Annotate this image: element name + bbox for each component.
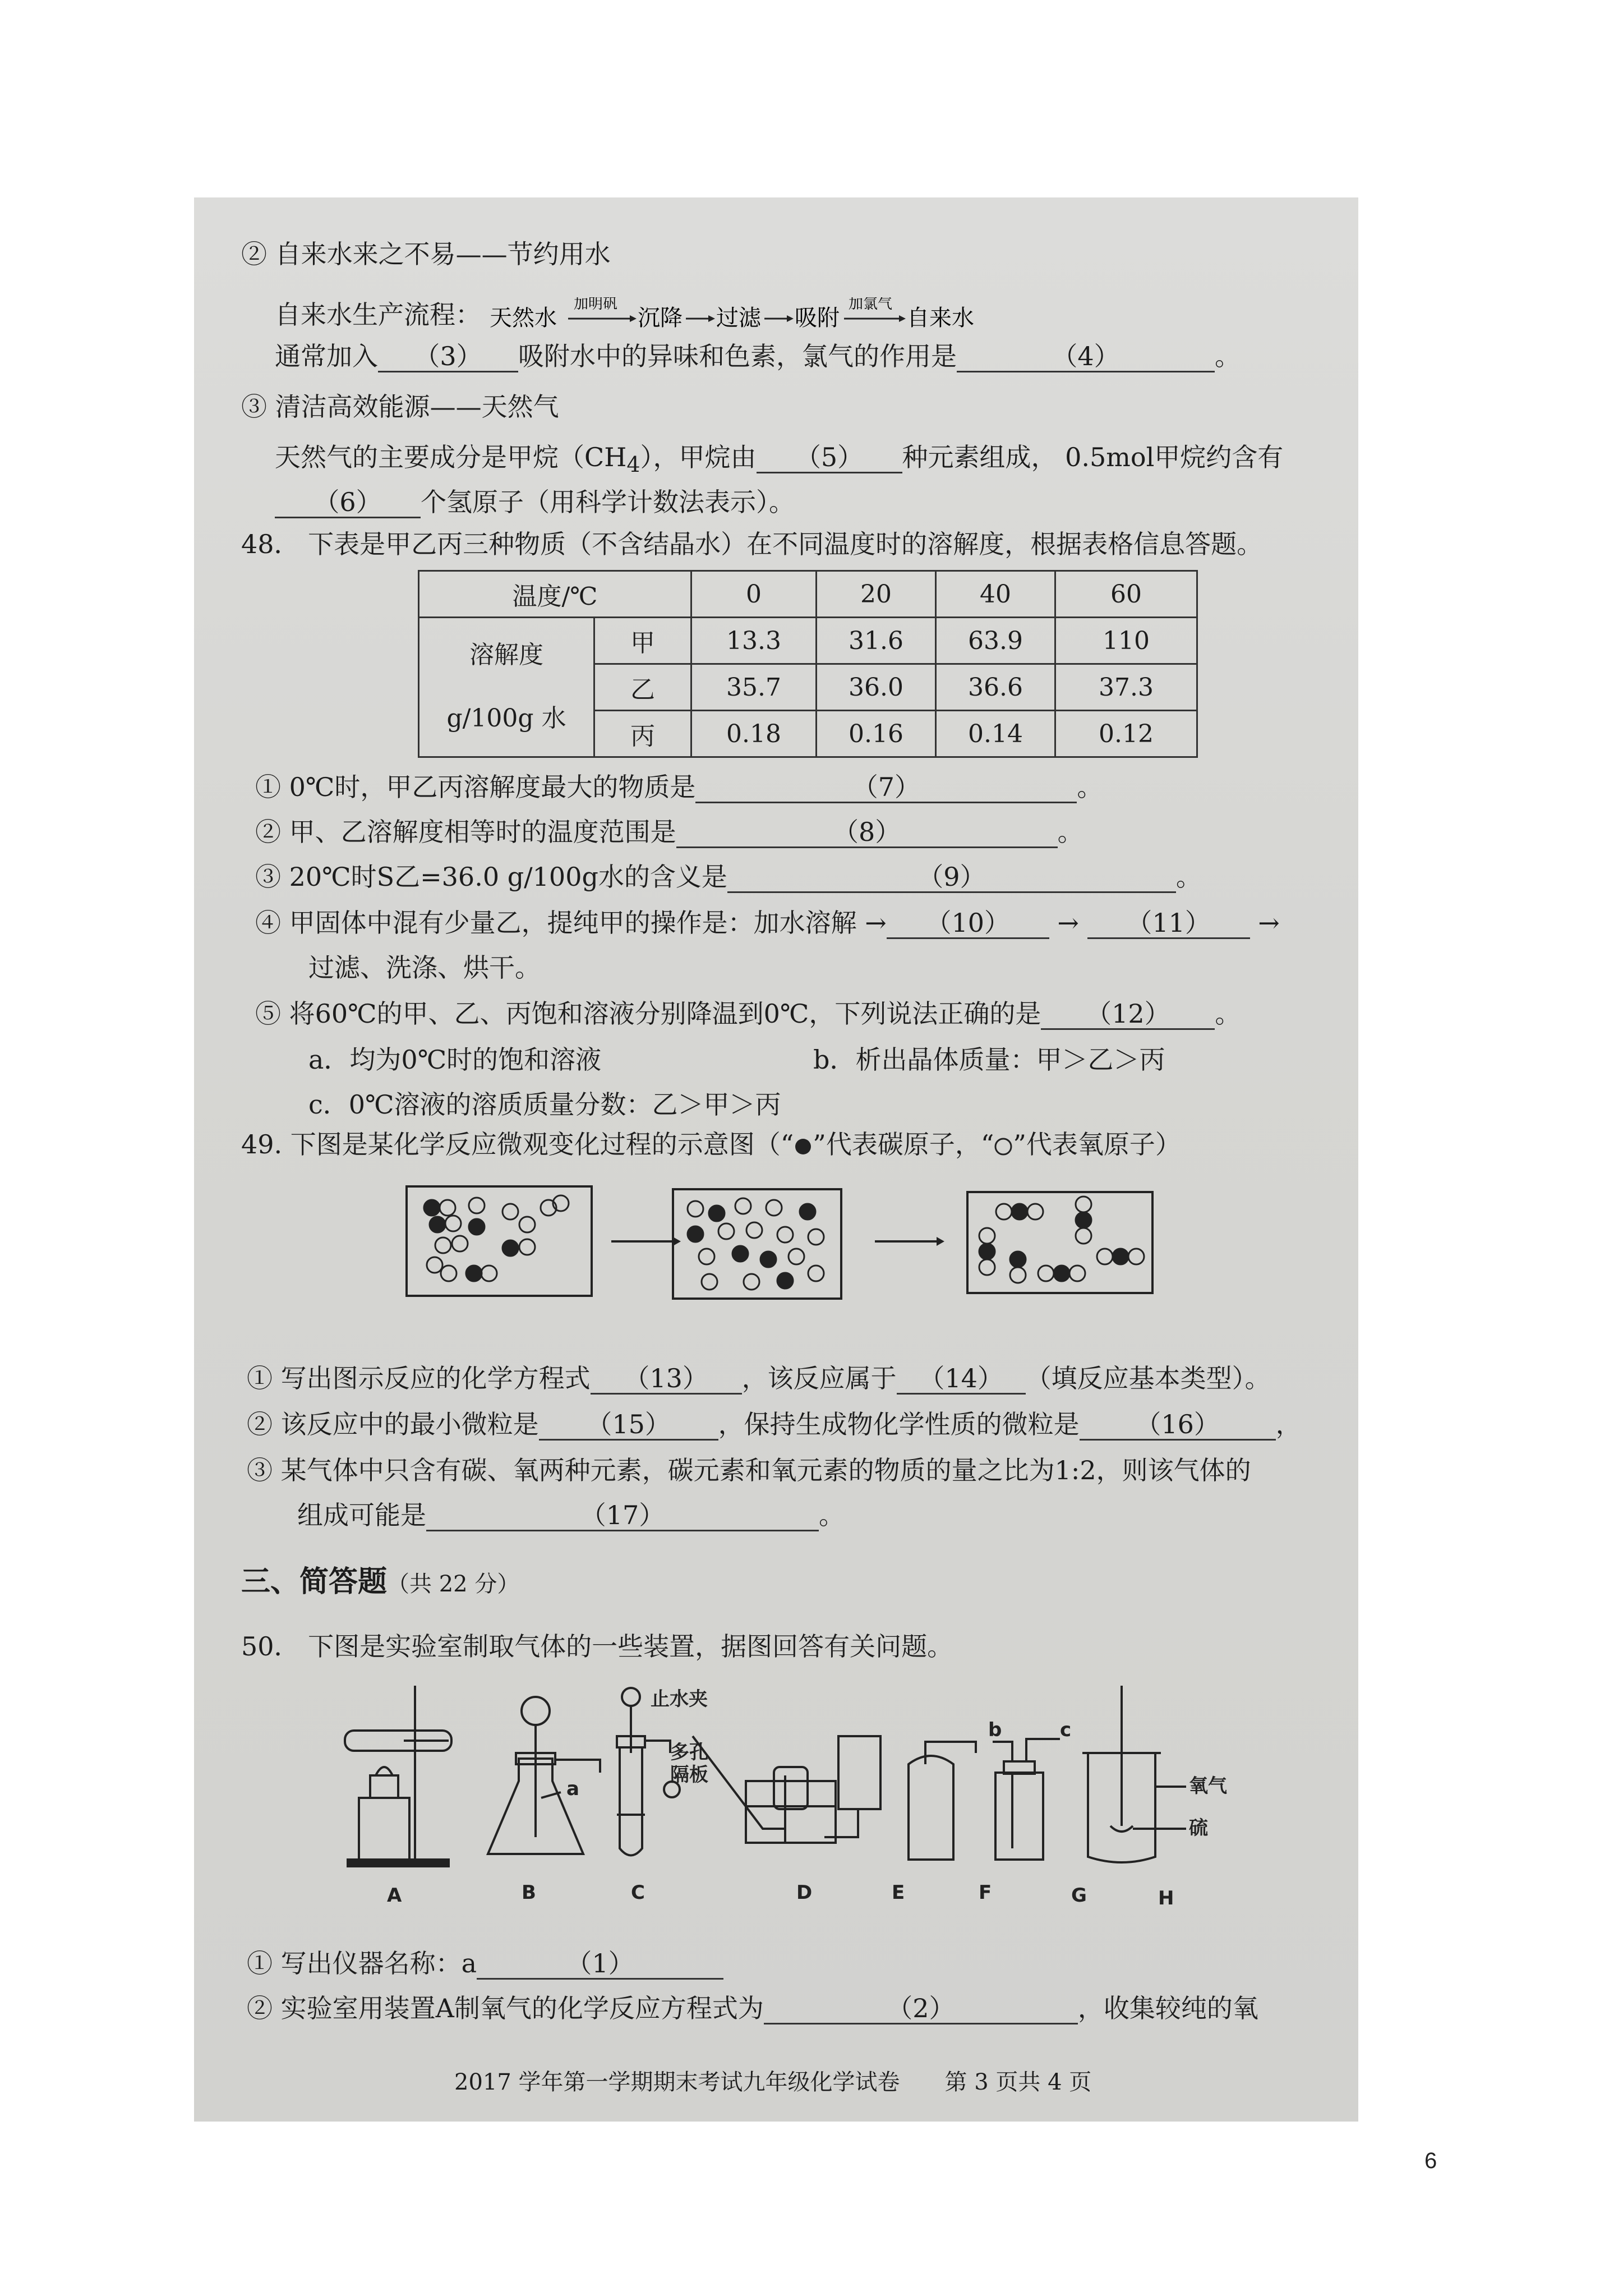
answer-blank-11[interactable]: （11） (1087, 909, 1250, 939)
q50-1: ① 写出仪器名称：a （1） (247, 1949, 723, 1980)
section-title: 三、简答题（共 22 分） (241, 1565, 520, 1599)
table-cell: 13.3 (691, 618, 817, 664)
annotation-sulfur: 硫 (1189, 1817, 1208, 1839)
table-cell: 37.3 (1055, 664, 1197, 711)
annotation-clip: 止水夹 (651, 1688, 708, 1710)
table-cell: 乙 (594, 664, 691, 711)
answer-blank-6[interactable]: （6） (275, 488, 421, 518)
table-cell: 36.0 (817, 664, 936, 711)
table-row-label: 溶解度 g/100g 水 (419, 618, 594, 757)
answer-blank-12[interactable]: （12） (1041, 1000, 1215, 1030)
q48-3: ③ 20℃时S乙=36.0 g/100g水的含义是 （9） 。 (255, 862, 1202, 892)
q47-3-question-b: （6） 个氢原子（用科学计数法表示）。 (275, 488, 795, 518)
answer-blank-9[interactable]: （9） (727, 863, 1176, 893)
q47-2-question: 通常加入 （3） 吸附水中的异味和色素，氯气的作用是 （4） 。 (275, 341, 1241, 371)
answer-blank-10[interactable]: （10） (887, 909, 1049, 939)
apparatus-label-g: G (1071, 1884, 1087, 1907)
answer-blank-15[interactable]: （15） (539, 1410, 718, 1441)
apparatus-label-b: B (522, 1881, 536, 1904)
apparatus-label-f: F (979, 1881, 992, 1904)
reaction-microscopic-diagram (393, 1181, 1178, 1315)
flow-step: 天然水 (489, 305, 557, 331)
q48-5: ⑤ 将60℃的甲、乙、丙饱和溶液分别降温到0℃，下列说法正确的是 （12） 。 (255, 999, 1241, 1029)
answer-blank-q50-2[interactable]: （2） (764, 1994, 1078, 2024)
q49-1: ① 写出图示反应的化学方程式 （13） ，该反应属于 （14） （填反应基本类型）。 (247, 1363, 1271, 1393)
annotation-b: b (988, 1719, 1002, 1741)
q49-2: ② 该反应中的最小微粒是 （15） ，保持生成物化学性质的微粒是 （16） ， (247, 1409, 1302, 1439)
table-cell: 0.12 (1055, 711, 1197, 757)
annotation-oxygen: 氧气 (1189, 1775, 1227, 1797)
table-cell: 0.16 (817, 711, 936, 757)
production-flow-diagram (490, 297, 994, 337)
table-row (419, 618, 1197, 664)
flow-step: 自来水 (906, 305, 974, 331)
q47-3-question-a: 天然气的主要成分是甲烷$(CH_4)$，甲烷由 （5） 种元素组成， 0.5mol甲烷约含有 (275, 442, 1284, 477)
table-header-cell: 温度/℃ (419, 571, 691, 618)
table-cell: 0.14 (936, 711, 1055, 757)
table-cell: 丙 (594, 711, 691, 757)
q48-option-b: b．析出晶体质量：甲＞乙＞丙 (813, 1045, 1165, 1075)
q50-stem: 50． 下图是实验室制取气体的一些装置，据图回答有关问题。 (241, 1631, 953, 1662)
oxygen-atom-icon (994, 1137, 1013, 1156)
flow-arrow-label: 加明矾 (573, 297, 617, 312)
table-header-cell: 20 (817, 571, 936, 618)
annotation-plate: 隔板 (670, 1764, 708, 1786)
q48-4-cont: 过滤、洗涤、烘干。 (308, 953, 541, 983)
page-footer: 2017 学年第一学期期末考试九年级化学试卷 第 3 页共 4 页 (454, 2069, 1092, 2095)
q48-stem: 48． 下表是甲乙丙三种物质（不含结晶水）在不同温度时的溶解度，根据表格信息答题。 (241, 529, 1263, 559)
lab-apparatus-diagram (320, 1674, 1301, 1921)
q48-2: ② 甲、乙溶解度相等时的温度范围是 （8） 。 (255, 817, 1083, 847)
answer-blank-13[interactable]: （13） (591, 1364, 742, 1395)
carbon-atom-icon (794, 1137, 813, 1156)
answer-blank-16[interactable]: （16） (1080, 1410, 1276, 1441)
table-cell: 31.6 (817, 618, 936, 664)
table-cell: 35.7 (691, 664, 817, 711)
flow-label: 自来水生产流程： (275, 300, 481, 330)
answer-blank-7[interactable]: （7） (695, 773, 1077, 803)
annotation-a: a (566, 1778, 579, 1800)
answer-blank-8[interactable]: （8） (676, 818, 1058, 848)
table-header-cell: 40 (936, 571, 1055, 618)
page-number: 6 (1424, 2148, 1437, 2173)
q48-option-c: c．0℃溶液的溶质质量分数：乙＞甲＞丙 (308, 1089, 781, 1120)
flow-step: 过滤 (716, 305, 761, 331)
q48-4: ④ 甲固体中混有少量乙，提纯甲的操作是：加水溶解 → （10） → （11） → (255, 908, 1280, 938)
annotation-c: c (1060, 1719, 1072, 1741)
table-cell: 甲 (594, 618, 691, 664)
flow-arrow-label: 加氯气 (848, 297, 892, 312)
q47-2-title: ② 自来水来之不易——节约用水 (241, 239, 611, 269)
q49-3: ③ 某气体中只含有碳、氧两种元素，碳元素和氧元素的物质的量之比为1:2，则该气体的 (247, 1455, 1251, 1485)
q50-2: ② 实验室用装置A制氧气的化学反应方程式为 （2） ，收集较纯的氧 (247, 1993, 1258, 2023)
apparatus-label-a: A (387, 1884, 402, 1907)
q47-3-title: ③ 清洁高效能源——天然气 (241, 392, 559, 422)
table-header-cell: 0 (691, 571, 817, 618)
annotation-plate: 多孔 (670, 1741, 708, 1764)
flow-line (275, 297, 994, 337)
q48-1: ① 0℃时，甲乙丙溶解度最大的物质是 （7） 。 (255, 772, 1103, 802)
apparatus-label-h: H (1158, 1887, 1174, 1910)
answer-blank-17[interactable]: （17） (426, 1501, 819, 1531)
answer-blank-5[interactable]: （5） (757, 443, 902, 473)
q48-option-a: a．均为0℃时的饱和溶液 (308, 1045, 602, 1075)
table-cell: 0.18 (691, 711, 817, 757)
solubility-table (418, 570, 1198, 758)
table-cell: 63.9 (936, 618, 1055, 664)
table-header-cell: 60 (1055, 571, 1197, 618)
flow-step: 吸附 (794, 305, 840, 331)
answer-blank-3[interactable]: （3） (378, 342, 518, 372)
table-cell: 110 (1055, 618, 1197, 664)
apparatus-label-d: D (796, 1881, 813, 1904)
q49-3-cont: 组成可能是 （17） 。 (297, 1500, 845, 1530)
answer-blank-14[interactable]: （14） (897, 1364, 1026, 1395)
answer-blank-q50-1[interactable]: （1） (477, 1949, 723, 1980)
table-cell: 36.6 (936, 664, 1055, 711)
q49-stem: 49. 下图是某化学反应微观变化过程的示意图（“ ”代表碳原子，“ ”代表氧原子） (241, 1129, 1181, 1159)
apparatus-label-c: C (631, 1881, 645, 1904)
apparatus-label-e: E (892, 1881, 905, 1904)
answer-blank-4[interactable]: （4） (957, 342, 1215, 372)
flow-step: 沉降 (637, 305, 683, 331)
